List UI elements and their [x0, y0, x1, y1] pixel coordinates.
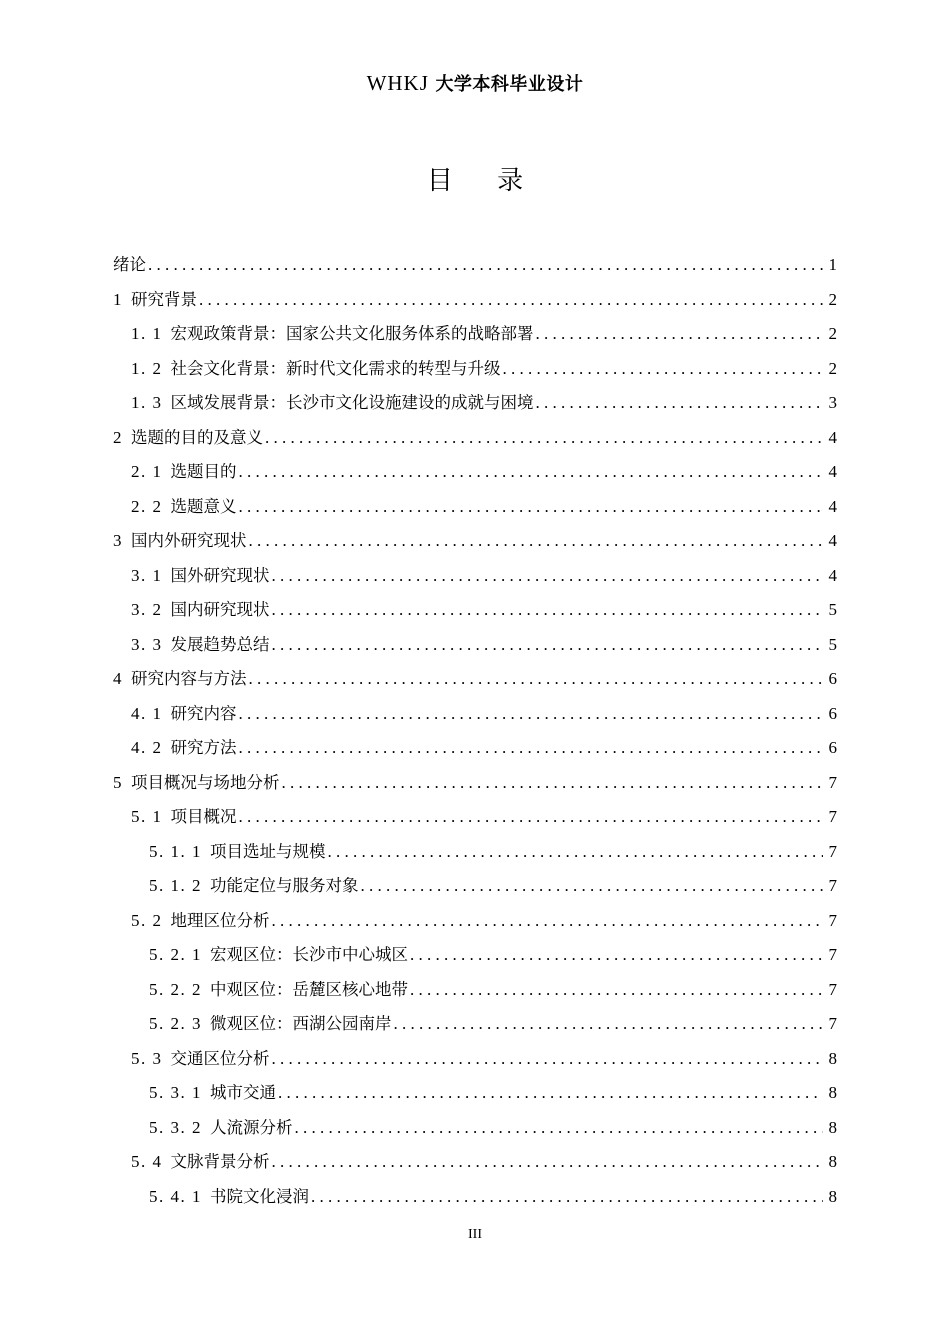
toc-entry-number: 1. 3	[131, 393, 163, 412]
toc-dot-leader	[239, 490, 824, 525]
toc-dot-leader	[239, 455, 824, 490]
toc-entry[interactable]	[113, 800, 837, 835]
toc-entry[interactable]	[113, 248, 837, 283]
toc-dot-leader	[249, 524, 824, 559]
toc-entry-page: 4	[828, 565, 837, 585]
toc-entry-page: 4	[828, 462, 837, 481]
toc-dot-leader	[265, 421, 823, 456]
toc-entry-number: 1	[113, 289, 123, 309]
toc-entry-page: 2	[828, 358, 837, 378]
toc-entry[interactable]	[113, 559, 837, 594]
toc-entry-number: 3	[113, 531, 123, 550]
toc-entry-number: 3. 2	[131, 600, 163, 619]
toc-entry-page: 4	[828, 531, 837, 550]
toc-entry[interactable]	[113, 731, 837, 766]
toc-entry[interactable]	[113, 835, 837, 870]
toc-entry-number: 4. 2	[131, 738, 163, 757]
toc-entry-title: 社会文化背景：新时代文化需求的转型与升级	[170, 358, 501, 378]
toc-entry-page: 4	[828, 496, 837, 516]
toc-entry[interactable]	[113, 593, 837, 628]
toc-entry-title: 交通区位分析	[170, 1048, 270, 1068]
toc-entry[interactable]	[113, 869, 837, 904]
toc-dot-leader	[295, 1111, 824, 1146]
toc-entry-title: 绪论	[113, 255, 146, 274]
toc-entry-page: 7	[828, 1014, 837, 1033]
toc-dot-leader	[410, 973, 823, 1008]
toc-dot-leader	[199, 283, 823, 318]
toc-entry-title: 研究内容	[170, 703, 237, 723]
toc-entry-number: 4. 1	[131, 703, 163, 723]
toc-entry-title: 研究内容与方法	[131, 669, 247, 688]
toc-entry-title: 选题意义	[170, 496, 237, 516]
toc-dot-leader	[536, 317, 824, 352]
toc-entry-page: 5	[828, 600, 837, 619]
toc-entry-number: 5. 2. 1	[149, 945, 202, 964]
toc-entry-page: 6	[828, 703, 837, 723]
toc-dot-leader	[282, 766, 824, 801]
toc-entry-number: 5. 4. 1	[149, 1186, 202, 1206]
toc-entry-number: 5. 2. 3	[149, 1014, 202, 1033]
toc-entry-title: 项目概况与场地分析	[131, 772, 280, 792]
toc-entry-number: 5. 3	[131, 1048, 163, 1068]
toc-title: 目 录	[426, 166, 542, 196]
toc-entry-title: 地理区位分析	[170, 910, 270, 930]
toc-dot-leader	[272, 904, 824, 939]
toc-dot-leader	[249, 662, 824, 697]
toc-entry[interactable]	[113, 386, 837, 421]
toc-entry[interactable]	[113, 421, 837, 456]
toc-entry[interactable]	[113, 1042, 837, 1077]
toc-entry-title: 选题的目的及意义	[131, 427, 263, 447]
toc-entry-number: 5. 1. 2	[149, 876, 202, 895]
toc-entry-page: 5	[828, 634, 837, 654]
toc-entry-number: 1. 2	[131, 358, 163, 378]
toc-entry-title: 研究背景	[131, 289, 197, 309]
toc-entry[interactable]	[113, 973, 837, 1008]
toc-entry-number: 5. 3. 2	[149, 1117, 202, 1137]
toc-dot-leader	[272, 1042, 824, 1077]
toc-entry-number: 3. 3	[131, 634, 163, 654]
toc-entry-title: 区域发展背景：长沙市文化设施建设的成就与困境	[170, 393, 534, 412]
toc-dot-leader	[410, 938, 823, 973]
toc-entry-page: 8	[828, 1186, 837, 1206]
header-school-code: WHKJ	[366, 71, 429, 95]
toc-entry-title: 项目选址与规模	[210, 841, 326, 861]
toc-entry[interactable]	[113, 662, 837, 697]
toc-entry-page: 7	[828, 807, 837, 826]
toc-entry[interactable]	[113, 455, 837, 490]
toc-entry-page: 1	[828, 255, 837, 274]
toc-dot-leader	[272, 559, 824, 594]
toc-entry-number: 2	[113, 427, 123, 447]
toc-dot-leader	[239, 697, 824, 732]
toc-entry-page: 7	[828, 841, 837, 861]
toc-entry-page: 7	[828, 945, 837, 964]
toc-entry-number: 5	[113, 772, 123, 792]
toc-entry-number: 5. 1	[131, 807, 163, 826]
toc-entry[interactable]	[113, 1180, 837, 1215]
toc-dot-leader	[503, 352, 824, 387]
toc-entry-page: 6	[828, 669, 837, 688]
toc-entry-page: 6	[828, 738, 837, 757]
toc-entry[interactable]	[113, 283, 837, 318]
toc-entry-title: 中观区位：岳麓区核心地带	[210, 979, 408, 999]
toc-entry-title: 文脉背景分析	[170, 1152, 270, 1171]
toc-entry-number: 1. 1	[131, 324, 163, 343]
toc-entry-number: 2. 1	[131, 462, 163, 481]
toc-entry-title: 功能定位与服务对象	[210, 876, 359, 895]
toc-entry[interactable]	[113, 697, 837, 732]
toc-entry-title: 研究方法	[170, 738, 237, 757]
toc-entry[interactable]	[113, 490, 837, 525]
toc-entry[interactable]	[113, 628, 837, 663]
toc-entry-title: 项目概况	[170, 807, 237, 826]
toc-entry-title: 国内外研究现状	[131, 531, 247, 550]
toc-entry-page: 8	[828, 1117, 837, 1137]
toc-entry-title: 国外研究现状	[170, 565, 270, 585]
toc-dot-leader	[278, 1076, 823, 1111]
toc-entry-page: 7	[828, 910, 837, 930]
toc-entry-number: 4	[113, 669, 123, 688]
toc-entry-title: 国内研究现状	[170, 600, 270, 619]
toc-entry-number: 5. 4	[131, 1152, 163, 1171]
toc-dot-leader	[394, 1007, 824, 1042]
toc-entry-title: 城市交通	[210, 1083, 276, 1102]
toc-entry-page: 4	[828, 427, 837, 447]
toc-entry[interactable]	[113, 1111, 837, 1146]
toc-entry-title: 宏观政策背景：国家公共文化服务体系的战略部署	[170, 324, 534, 343]
toc-dot-leader	[272, 628, 824, 663]
toc-entry[interactable]	[113, 938, 837, 973]
toc-entry-number: 5. 3. 1	[149, 1083, 202, 1102]
toc-entry[interactable]	[113, 1145, 837, 1180]
toc-entry[interactable]	[113, 352, 837, 387]
toc-entry-page: 7	[828, 979, 837, 999]
page-number: III	[468, 1227, 482, 1242]
toc-dot-leader	[239, 731, 824, 766]
toc-entry-title: 宏观区位：长沙市中心城区	[210, 945, 408, 964]
toc-dot-leader	[361, 869, 824, 904]
toc-entry-number: 5. 2. 2	[149, 979, 202, 999]
toc-entry[interactable]	[113, 766, 837, 801]
toc-entry-page: 7	[828, 876, 837, 895]
toc-entry-title: 发展趋势总结	[170, 634, 270, 654]
toc-entry-page: 3	[828, 393, 837, 412]
toc-dot-leader	[239, 800, 824, 835]
toc-dot-leader	[272, 593, 824, 628]
toc-entry-number: 5. 1. 1	[149, 841, 202, 861]
toc-entry-page: 7	[828, 772, 837, 792]
toc-entry-number: 3. 1	[131, 565, 163, 585]
toc-entry[interactable]	[113, 904, 837, 939]
toc-entry-number: 5. 2	[131, 910, 163, 930]
toc-entry-page: 8	[828, 1083, 837, 1102]
toc-dot-leader	[148, 248, 823, 283]
toc-entry-title: 书院文化浸润	[210, 1186, 309, 1206]
toc-entry[interactable]	[113, 1076, 837, 1111]
page-header	[0, 70, 950, 96]
header-title: 大学本科毕业设计	[435, 74, 584, 95]
toc-entry[interactable]	[113, 524, 837, 559]
toc-entry[interactable]	[113, 1007, 837, 1042]
toc-entry[interactable]	[113, 317, 837, 352]
toc-dot-leader	[536, 386, 824, 421]
table-of-contents	[113, 248, 837, 1214]
toc-entry-number: 2. 2	[131, 496, 163, 516]
toc-dot-leader	[328, 835, 824, 870]
toc-entry-page: 8	[828, 1048, 837, 1068]
toc-dot-leader	[272, 1145, 824, 1180]
toc-entry-title: 选题目的	[170, 462, 237, 481]
toc-entry-page: 8	[828, 1152, 837, 1171]
toc-entry-page: 2	[828, 289, 837, 309]
toc-entry-title: 微观区位：西湖公园南岸	[210, 1014, 392, 1033]
toc-entry-title: 人流源分析	[210, 1117, 293, 1137]
toc-dot-leader	[311, 1180, 823, 1215]
toc-entry-page: 2	[828, 324, 837, 343]
